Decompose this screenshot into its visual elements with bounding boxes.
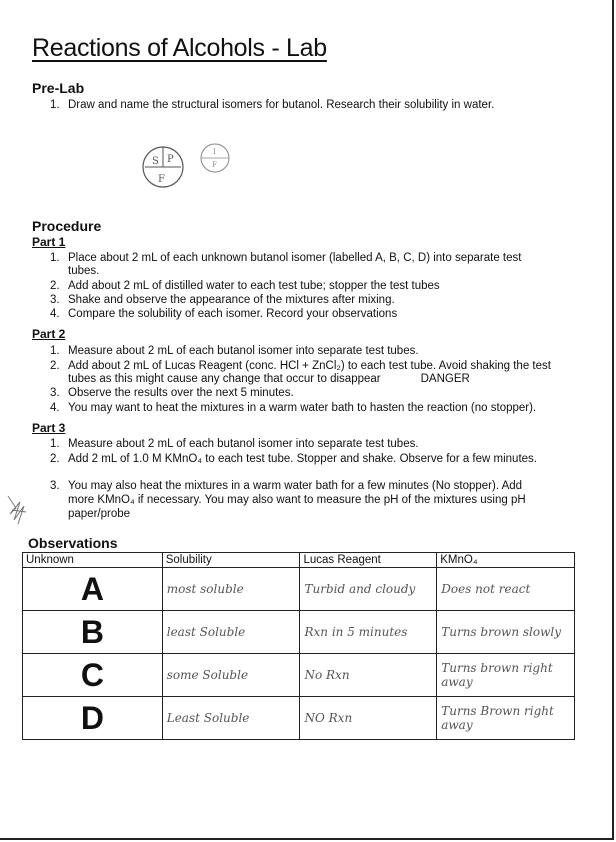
prelab-heading: Pre-Lab — [32, 80, 85, 96]
sketch-label-f2: F — [212, 161, 217, 169]
part1-heading: Part 1 — [32, 235, 66, 249]
part3-item-3-cont2: paper/probe — [68, 508, 131, 520]
solubility-cell: least Soluble — [162, 611, 300, 654]
unknown-cell: A — [23, 568, 163, 611]
table-row — [23, 568, 575, 611]
part3-heading: Part 3 — [32, 421, 66, 435]
sketch-label-f: F — [158, 174, 165, 185]
part1-item-1-cont: tubes. — [68, 265, 100, 277]
lucas-cell: NO Rxn — [300, 697, 437, 740]
margin-scribble — [2, 488, 32, 526]
col-lucas: Lucas Reagent — [300, 553, 437, 568]
unknown-cell: D — [23, 697, 163, 740]
part2-item-3: 3. Observe the results over the next 5 minutes. — [50, 387, 294, 399]
kmno4-cell: Turns brown right away — [437, 654, 575, 697]
part2-item-2: 2. Add about 2 mL of Lucas Reagent (conc. HCl + ZnCl₂) to each test tube. Avoid shaking the test — [50, 360, 551, 372]
lucas-cell: Rxn in 5 minutes — [300, 611, 437, 654]
lucas-cell: No Rxn — [300, 654, 437, 697]
part2-item-4: 4. You may want to heat the mixtures in a warm water bath to hasten the reaction (no stopper). — [50, 402, 537, 414]
part3-item-3: 3. You may also heat the mixtures in a warm water bath for a few minutes (No stopper). Add — [50, 480, 523, 492]
sketch-label-p: P — [167, 154, 174, 165]
danger-label: DANGER — [420, 373, 470, 385]
col-solubility: Solubility — [162, 553, 300, 568]
table-row — [23, 654, 575, 697]
col-unknown: Unknown — [23, 553, 163, 568]
part1-item-4: 4. Compare the solubility of each isomer. Record your observations — [50, 308, 398, 320]
lucas-cell: Turbid and cloudy — [300, 568, 437, 611]
solubility-cell: most soluble — [162, 568, 300, 611]
part1-item-3: 3. Shake and observe the appearance of the mixtures after mixing. — [50, 294, 395, 306]
part3-item-1: 1. Measure about 2 mL of each butanol isomer into separate test tubes. — [50, 438, 419, 450]
kmno4-cell: Does not react — [437, 568, 575, 611]
procedure-heading: Procedure — [32, 218, 102, 234]
prelab-item: 1. Draw and name the structural isomers for butanol. Research their solubility in water. — [50, 99, 495, 111]
part2-item-1: 1. Measure about 2 mL of each butanol isomer into separate test tubes. — [50, 345, 419, 357]
observations-table — [22, 552, 575, 740]
table-header-row — [23, 553, 575, 568]
part2-item-2-cont: tubes as this might cause any change that occur to disappear DANGER — [68, 373, 470, 385]
part2-heading: Part 2 — [32, 327, 66, 341]
part3-item-3-cont: more KMnO₄ if necessary. You may also want to measure the pH of the mixtures using pH — [68, 494, 526, 506]
unknown-cell: C — [23, 654, 163, 697]
solubility-cell: some Soluble — [162, 654, 300, 697]
kmno4-cell: Turns brown slowly — [437, 611, 575, 654]
page-title: Reactions of Alcohols - Lab — [32, 34, 327, 62]
part1-item-1: 1. Place about 2 mL of each unknown butanol isomer (labelled A, B, C, D) into separate test — [50, 252, 522, 264]
kmno4-cell: Turns Brown right away — [437, 697, 575, 740]
part1-item-2: 2. Add about 2 mL of distilled water to each test tube; stopper the test tubes — [50, 280, 440, 292]
sketch-label-i: I — [213, 148, 216, 156]
sketch-label-s: S — [152, 156, 159, 167]
table-row — [23, 697, 575, 740]
observations-heading: Observations — [28, 535, 118, 551]
col-kmno4: KMnO₄ — [437, 553, 575, 568]
table-row — [23, 611, 575, 654]
part3-item-2: 2. Add 2 mL of 1.0 M KMnO₄ to each test tube. Stopper and shake. Observe for a few minutes. — [50, 453, 537, 465]
solubility-cell: Least Soluble — [162, 697, 300, 740]
unknown-cell: B — [23, 611, 163, 654]
isomer-sketch — [140, 140, 235, 196]
